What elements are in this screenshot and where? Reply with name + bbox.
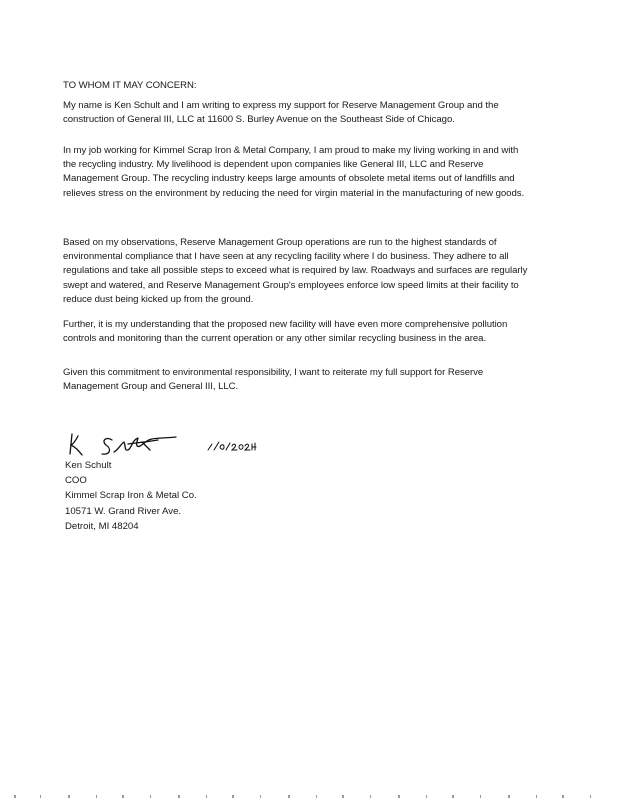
paragraph-text: My name is Ken Schult and I am writing to express my support for Reserve Management Group and the construction of General III, LLC at 11600 S. Burley Avenue on the Southeast Side of Chicago.: [63, 100, 499, 126]
signer-company: Kimmel Scrap Iron & Metal Co.: [65, 490, 197, 502]
signer-title: COO: [65, 475, 87, 487]
paragraph-text: Further, it is my understanding that the proposed new facility will have even more comprehensive pollution controls and monitoring than the current operation or any other similar recycling business in the area.: [63, 319, 508, 345]
handwritten-date: [206, 443, 261, 450]
paragraph-closing: [63, 366, 533, 394]
paragraph-text: Given this commitment to environmental responsibility, I want to reiterate my full support for Reserve Management Group and General III, LLC.: [63, 367, 484, 393]
paragraph-text: In my job working for Kimmel Scrap Iron & Metal Company, I am proud to make my living working in and with the recycling industry. My livelihood is dependent upon companies like General III, LLC and Reserve Management Group. The recycling industry keeps large amounts of obsolete metal items out of landfills and relieves stress on the environment by reducing the need for virgin material in the manufacturing of new goods.: [63, 145, 525, 199]
signer-address-line2: Detroit, MI 48204: [65, 520, 139, 532]
signer-address-line1: 10571 W. Grand River Ave.: [65, 505, 182, 517]
paragraph-observations: [63, 236, 533, 307]
signer-name: Ken Schult: [65, 460, 112, 471]
paragraph-text: Based on my observations, Reserve Management Group operations are run to the highest standards of environmental compliance that I have seen at any recycling facility where I do business. They adhere to all regulations and take all possible steps to exceed what is required by law. Roadways and surfaces are regularly swept and watered, and Reserve Management Group's employees enforce low speed limits at their facility to reduce dust being kicked up from the ground.: [63, 237, 528, 305]
paragraph-new-facility: [63, 318, 533, 346]
paragraph-recycling-industry: [63, 144, 533, 201]
scan-artifact: [0, 793, 618, 800]
signature-block: [65, 458, 197, 534]
paragraph-support: [63, 99, 533, 127]
greeting: TO WHOM IT MAY CONCERN:: [63, 80, 197, 91]
